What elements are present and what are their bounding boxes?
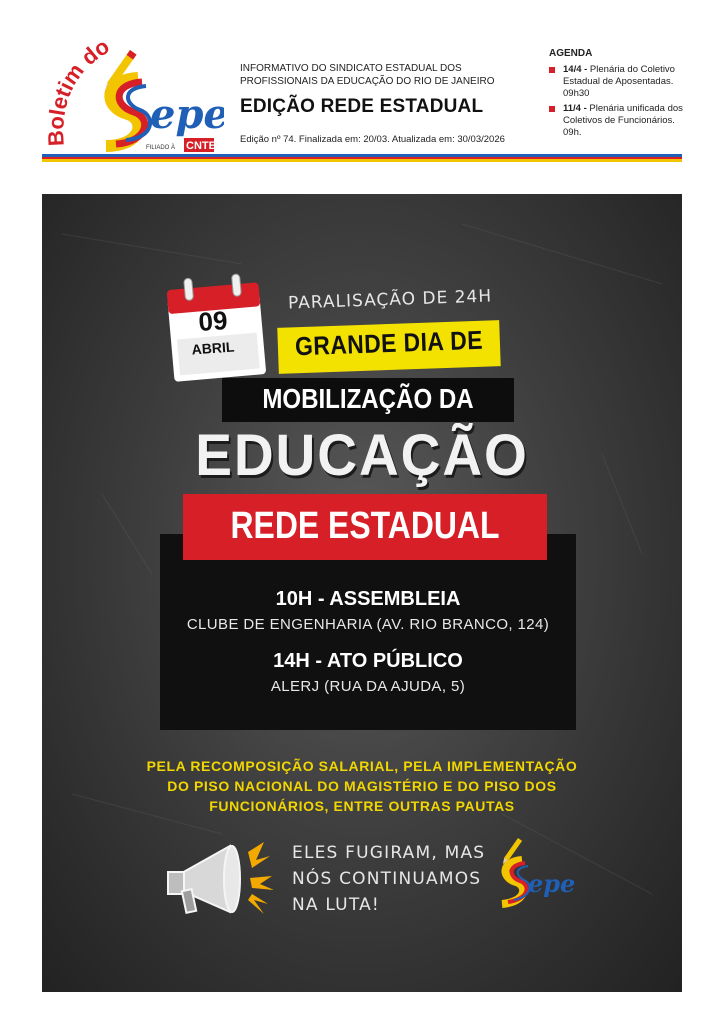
slogan-line: ELES FUGIRAM, MAS: [292, 843, 486, 863]
sepe-logo-small: [482, 834, 582, 914]
event-title: 10H - ASSEMBLEIA: [275, 588, 461, 610]
slogan-line: NA LUTA!: [292, 895, 380, 915]
boletim-logo: [42, 28, 224, 160]
agenda: [549, 48, 689, 142]
bullet-icon: [549, 106, 555, 112]
headline-red-text: REDE ESTADUAL: [230, 505, 500, 547]
event-place: CLUBE DE ENGENHARIA (AV. RIO BRANCO, 124): [186, 616, 550, 633]
slogan: [292, 840, 512, 918]
strike-label: PARALISAÇÃO DE 24H: [287, 286, 493, 314]
agenda-item: [549, 64, 689, 100]
logo-boletim-text: Boletim do: [43, 33, 114, 147]
svg-text:FILIADO À: FILIADO À: [146, 145, 176, 151]
demands-line: PELA RECOMPOSIÇÃO SALARIAL, PELA IMPLEMENTAÇÃO: [146, 758, 578, 774]
stripe-yellow: [42, 159, 682, 162]
calendar-day: 09: [197, 305, 229, 337]
svg-text:epe: epe: [150, 91, 224, 138]
headline-yellow-text: GRANDE DIA DE: [294, 324, 484, 362]
megaphone-icon: [160, 834, 280, 924]
demands-line: DO PISO NACIONAL DO MAGISTÉRIO E DO PISO DOS: [167, 778, 557, 794]
event-place: ALERJ (RUA DA AJUDA, 5): [270, 678, 466, 695]
agenda-title: AGENDA: [549, 48, 593, 59]
slogan-line: NÓS CONTINUAMOS: [292, 869, 482, 889]
bullet-icon: [549, 67, 555, 73]
demands-text: [102, 756, 622, 816]
edition-title: EDIÇÃO REDE ESTADUAL: [240, 96, 484, 117]
headline-big: EDUCAÇÃO: [195, 423, 529, 488]
intro-line: PROFISSIONAIS DA EDUCAÇÃO DO RIO DE JANEIRO: [240, 76, 495, 87]
agenda-text: Plenária do Coletivo Estadual de Aposentadas. 09h30: [563, 64, 675, 99]
event-title: 14H - ATO PÚBLICO: [273, 650, 463, 672]
calendar-month: ABRIL: [191, 338, 235, 358]
demands-line: FUNCIONÁRIOS, ENTRE OUTRAS PAUTAS: [209, 798, 515, 814]
agenda-date: 11/4 -: [563, 103, 587, 114]
edition-info: Edição nº 74. Finalizada em: 20/03. Atualizada em: 30/03/2026: [240, 134, 505, 145]
poster: [42, 194, 682, 992]
agenda-item: [549, 103, 689, 139]
header-intro: [240, 62, 495, 88]
svg-text:CNTE: CNTE: [186, 140, 216, 152]
agenda-date: 14/4 -: [563, 64, 588, 75]
header-divider-stripes: [42, 154, 682, 162]
agenda-text: Plenária unificada dos Coletivos de Funcionários. 09h.: [563, 103, 683, 138]
headline-black-text: MOBILIZAÇÃO DA: [262, 383, 474, 414]
svg-text:epe: epe: [528, 869, 576, 898]
intro-line: INFORMATIVO DO SINDICATO ESTADUAL DOS: [240, 63, 462, 74]
